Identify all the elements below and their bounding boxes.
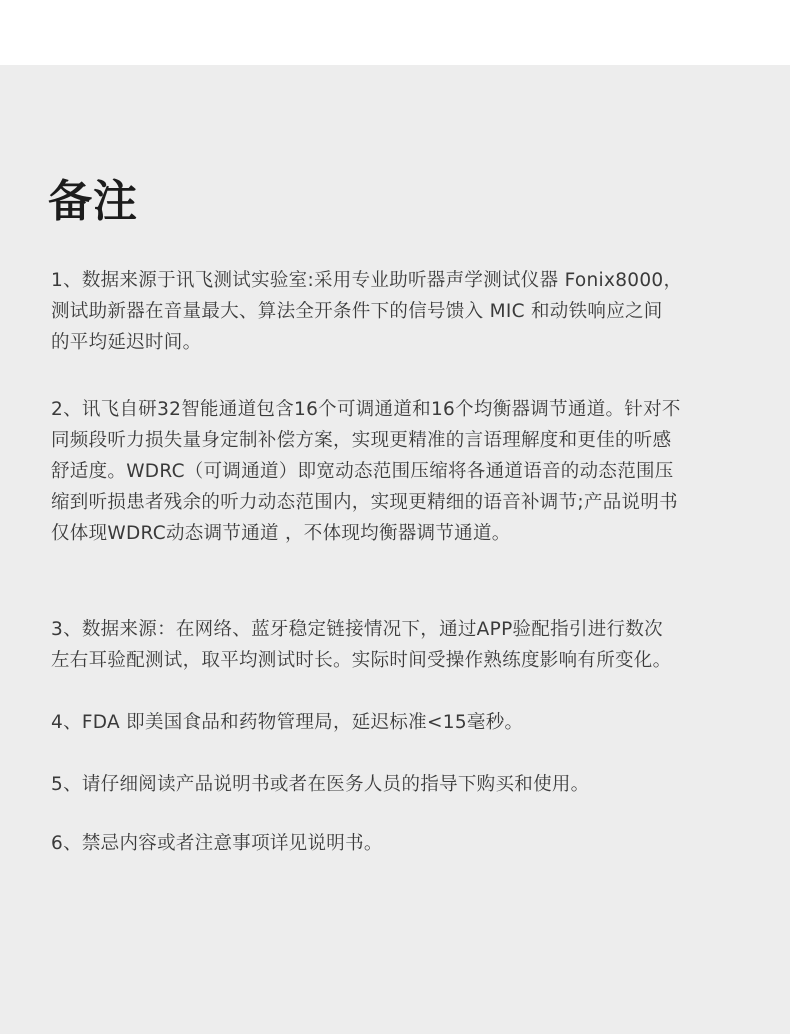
note-item-6: 6、禁忌内容或者注意事项详见说明书。 — [51, 833, 383, 854]
note-item-3: 3、数据来源：在网络、蓝牙稳定链接情况下，通过APP验配指引进行数次 左右耳验配测试，取平均测试时长。实际时间受操作熟练度影响有所变化。 — [51, 619, 672, 671]
note-item-5: 5、请仔细阅读产品说明书或者在医务人员的指导下购买和使用。 — [51, 774, 590, 795]
note-item-4: 4、FDA 即美国食品和药物管理局，延迟标准<15毫秒。 — [51, 712, 524, 733]
note-item-2: 2、讯飞自研32智能通道包含16个可调通道和16个均衡器调节通道。针对不 同频段听力损失量身定制补偿方案，实现更精准的言语理解度和更佳的听感 舒适度。WDRC（可调通道）即宽动态范围压缩将各通道语音的动态范围压 缩到听损患者残余的听力动态范围内，实现更精细的语音补调节;产品说明书 仅体现WDRC动态调节通道 ，不体现均衡器调节通道。 — [51, 399, 681, 544]
page-title: 备注 — [48, 176, 138, 227]
top-band — [0, 0, 790, 65]
note-item-1: 1、数据来源于讯飞测试实验室:采用专业助听器声学测试仪器 Fonix8000， 测试助新器在音量最大、算法全开条件下的信号馈入 MIC 和动铁响应之间 的平均延迟时间。 — [51, 270, 683, 353]
